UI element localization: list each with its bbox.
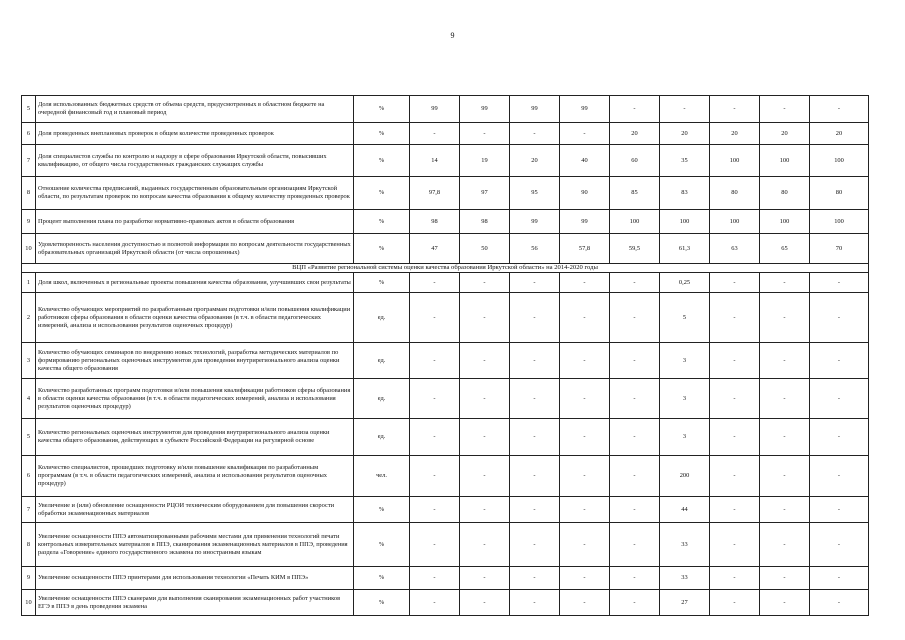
- value-cell: -: [710, 273, 760, 293]
- row-number: 1: [22, 273, 36, 293]
- value-cell: -: [760, 96, 810, 123]
- value-cell: 3: [660, 419, 710, 456]
- value-cell: -: [560, 293, 610, 343]
- value-cell: -: [560, 419, 610, 456]
- value-cell: -: [560, 273, 610, 293]
- value-cell: -: [460, 123, 510, 145]
- unit-cell: %: [354, 177, 410, 210]
- value-cell: -: [510, 379, 560, 419]
- value-cell: 95: [510, 177, 560, 210]
- value-cell: -: [760, 523, 810, 567]
- value-cell: -: [610, 419, 660, 456]
- value-cell: -: [610, 273, 660, 293]
- row-number: 5: [22, 419, 36, 456]
- table-row: [22, 419, 869, 456]
- value-cell: -: [510, 456, 560, 497]
- unit-cell: %: [354, 497, 410, 523]
- value-cell: -: [810, 497, 869, 523]
- unit-cell: %: [354, 567, 410, 590]
- value-cell: -: [610, 293, 660, 343]
- value-cell: 33: [660, 523, 710, 567]
- indicator-name: Количество обучающих мероприятий по разработанным программам подготовки и/или повышения квалификации работников сферы образования в области оценки качества образования (в т.ч. в области педагогических измерений, анализа и использования результатов оценочных процедур): [36, 293, 354, 343]
- value-cell: -: [760, 343, 810, 379]
- value-cell: 100: [710, 145, 760, 177]
- value-cell: 0,25: [660, 273, 710, 293]
- row-number: 8: [22, 523, 36, 567]
- value-cell: -: [560, 379, 610, 419]
- unit-cell: %: [354, 145, 410, 177]
- value-cell: 27: [660, 590, 710, 616]
- table-row: [22, 497, 869, 523]
- row-number: 10: [22, 234, 36, 264]
- value-cell: -: [610, 343, 660, 379]
- value-cell: -: [610, 456, 660, 497]
- unit-cell: чел.: [354, 456, 410, 497]
- value-cell: -: [710, 419, 760, 456]
- value-cell: -: [410, 379, 460, 419]
- value-cell: 99: [460, 96, 510, 123]
- value-cell: -: [410, 456, 460, 497]
- value-cell: -: [760, 419, 810, 456]
- value-cell: -: [810, 293, 869, 343]
- value-cell: 80: [810, 177, 869, 210]
- value-cell: 19: [460, 145, 510, 177]
- value-cell: 99: [410, 96, 460, 123]
- value-cell: 85: [610, 177, 660, 210]
- unit-cell: ед.: [354, 293, 410, 343]
- row-number: 5: [22, 96, 36, 123]
- value-cell: -: [510, 343, 560, 379]
- value-cell: -: [410, 293, 460, 343]
- value-cell: 100: [710, 210, 760, 234]
- value-cell: -: [410, 590, 460, 616]
- value-cell: 100: [810, 210, 869, 234]
- value-cell: 63: [710, 234, 760, 264]
- value-cell: -: [810, 343, 869, 379]
- indicator-name: Отношение количества предписаний, выданных государственным образовательным организациям Иркутской области, по результатам проверок по вопросам качества образования к общему количеству проведенных проверок: [36, 177, 354, 210]
- value-cell: -: [460, 497, 510, 523]
- value-cell: 56: [510, 234, 560, 264]
- value-cell: -: [410, 523, 460, 567]
- value-cell: 99: [510, 96, 560, 123]
- value-cell: -: [510, 523, 560, 567]
- row-number: 2: [22, 293, 36, 343]
- value-cell: -: [410, 419, 460, 456]
- unit-cell: %: [354, 210, 410, 234]
- unit-cell: %: [354, 96, 410, 123]
- value-cell: -: [510, 497, 560, 523]
- value-cell: 20: [660, 123, 710, 145]
- indicator-name: Увеличение оснащенности ППЭ принтерами для использования технологии «Печать КИМ в ППЭ»: [36, 567, 354, 590]
- value-cell: -: [760, 590, 810, 616]
- value-cell: 97,8: [410, 177, 460, 210]
- value-cell: -: [810, 96, 869, 123]
- value-cell: -: [510, 567, 560, 590]
- value-cell: 3: [660, 379, 710, 419]
- table-row: [22, 177, 869, 210]
- row-number: 9: [22, 567, 36, 590]
- value-cell: -: [710, 523, 760, 567]
- value-cell: -: [810, 567, 869, 590]
- unit-cell: %: [354, 234, 410, 264]
- value-cell: 100: [760, 145, 810, 177]
- value-cell: 44: [660, 497, 710, 523]
- value-cell: -: [810, 419, 869, 456]
- value-cell: 90: [560, 177, 610, 210]
- table-row: [22, 210, 869, 234]
- value-cell: 20: [710, 123, 760, 145]
- row-number: 8: [22, 177, 36, 210]
- value-cell: 3: [660, 343, 710, 379]
- value-cell: -: [710, 497, 760, 523]
- value-cell: -: [560, 590, 610, 616]
- row-number: 6: [22, 456, 36, 497]
- value-cell: 5: [660, 293, 710, 343]
- row-number: 6: [22, 123, 36, 145]
- value-cell: 57,8: [560, 234, 610, 264]
- table-row: [22, 567, 869, 590]
- value-cell: -: [610, 567, 660, 590]
- row-number: 10: [22, 590, 36, 616]
- value-cell: -: [660, 96, 710, 123]
- value-cell: 98: [460, 210, 510, 234]
- indicator-name: Процент выполнения плана по разработке нормативно-правовых актов в области образования: [36, 210, 354, 234]
- value-cell: -: [710, 590, 760, 616]
- indicator-name: Увеличение оснащенности ППЭ автоматизированными рабочими местами для применения технологий печати контрольных измерительных материалов в ППЭ, сканирования экзаменационных материалов в ППЭ, проведения раздела «Говорение» единого государственного экзамена по иностранным языкам: [36, 523, 354, 567]
- table-row: [22, 145, 869, 177]
- row-number: 7: [22, 497, 36, 523]
- row-number: 7: [22, 145, 36, 177]
- section-header-row: [22, 264, 869, 273]
- value-cell: 59,5: [610, 234, 660, 264]
- value-cell: -: [510, 293, 560, 343]
- value-cell: 100: [660, 210, 710, 234]
- value-cell: 80: [760, 177, 810, 210]
- value-cell: -: [710, 456, 760, 497]
- indicator-name: Увеличение оснащенности ППЭ сканерами для выполнения сканирования экзаменационных работ участников ЕГЭ в ППЭ в день проведения экзамена: [36, 590, 354, 616]
- value-cell: -: [710, 343, 760, 379]
- value-cell: 33: [660, 567, 710, 590]
- value-cell: -: [460, 590, 510, 616]
- value-cell: 83: [660, 177, 710, 210]
- value-cell: -: [510, 419, 560, 456]
- value-cell: -: [560, 456, 610, 497]
- value-cell: -: [560, 497, 610, 523]
- table-row: [22, 379, 869, 419]
- value-cell: -: [560, 523, 610, 567]
- value-cell: 65: [760, 234, 810, 264]
- table-row: [22, 523, 869, 567]
- value-cell: 35: [660, 145, 710, 177]
- value-cell: -: [460, 343, 510, 379]
- value-cell: 50: [460, 234, 510, 264]
- value-cell: -: [710, 379, 760, 419]
- value-cell: -: [710, 567, 760, 590]
- value-cell: -: [460, 567, 510, 590]
- value-cell: -: [560, 343, 610, 379]
- indicator-name: Удовлетворенность населения доступностью и полнотой информации по вопросам деятельности государственных образовательных организаций Иркутской области (от числа опрошенных): [36, 234, 354, 264]
- section-title: ВЦП «Развитие региональной системы оценки качества образования Иркутской области» на 2014-2020 годы: [22, 264, 869, 273]
- table-row: [22, 123, 869, 145]
- indicator-name: Доля школ, включенных в региональные проекты повышения качества образования, улучшивших свои результаты: [36, 273, 354, 293]
- value-cell: -: [610, 523, 660, 567]
- value-cell: 40: [560, 145, 610, 177]
- value-cell: -: [410, 497, 460, 523]
- value-cell: -: [610, 379, 660, 419]
- value-cell: 60: [610, 145, 660, 177]
- row-number: 4: [22, 379, 36, 419]
- value-cell: 20: [760, 123, 810, 145]
- value-cell: 99: [560, 96, 610, 123]
- value-cell: 70: [810, 234, 869, 264]
- page-number: 9: [450, 31, 455, 40]
- value-cell: 14: [410, 145, 460, 177]
- value-cell: -: [710, 96, 760, 123]
- value-cell: -: [460, 293, 510, 343]
- unit-cell: %: [354, 523, 410, 567]
- value-cell: -: [810, 523, 869, 567]
- value-cell: -: [410, 273, 460, 293]
- value-cell: -: [810, 456, 869, 497]
- value-cell: -: [460, 419, 510, 456]
- unit-cell: %: [354, 123, 410, 145]
- value-cell: -: [510, 590, 560, 616]
- table-row: [22, 343, 869, 379]
- value-cell: -: [510, 273, 560, 293]
- value-cell: -: [460, 523, 510, 567]
- value-cell: -: [410, 123, 460, 145]
- value-cell: 47: [410, 234, 460, 264]
- row-number: 3: [22, 343, 36, 379]
- value-cell: -: [410, 343, 460, 379]
- indicator-name: Количество региональных оценочных инструментов для проведения внутрирегионального анализа оценки качества общего образования, действующих в субъекте Российской Федерации на регулярной основе: [36, 419, 354, 456]
- value-cell: -: [760, 273, 810, 293]
- unit-cell: %: [354, 273, 410, 293]
- value-cell: 200: [660, 456, 710, 497]
- value-cell: 20: [510, 145, 560, 177]
- table-row: [22, 234, 869, 264]
- value-cell: 100: [610, 210, 660, 234]
- value-cell: -: [560, 567, 610, 590]
- indicator-name: Количество разработанных программ подготовки и/или повышения квалификации работников сферы образования в области оценки качества образования (в т.ч. в области педагогических измерений, анализа и использования результатов оценочных процедур): [36, 379, 354, 419]
- value-cell: -: [710, 293, 760, 343]
- unit-cell: %: [354, 590, 410, 616]
- value-cell: -: [760, 567, 810, 590]
- indicator-name: Количество специалистов, прошедших подготовку и/или повышение квалификации по разработанным программам (в т.ч. в области педагогических измерений, анализа и использования результатов оценочных процедур): [36, 456, 354, 497]
- indicator-name: Доля использованных бюджетных средств от объема средств, предусмотренных в областном бюджете на очередной финансовый год и плановый период: [36, 96, 354, 123]
- value-cell: -: [810, 379, 869, 419]
- value-cell: -: [460, 273, 510, 293]
- value-cell: 100: [760, 210, 810, 234]
- indicator-name: Доля проведенных внеплановых проверок в общем количестве проведенных проверок: [36, 123, 354, 145]
- value-cell: 98: [410, 210, 460, 234]
- value-cell: 20: [810, 123, 869, 145]
- value-cell: -: [610, 497, 660, 523]
- value-cell: -: [460, 379, 510, 419]
- table-row: [22, 590, 869, 616]
- value-cell: -: [560, 123, 610, 145]
- unit-cell: ед.: [354, 379, 410, 419]
- table-row: [22, 293, 869, 343]
- value-cell: -: [760, 293, 810, 343]
- indicator-name: Количество обучающих семинаров по внедрению новых технологий, разработка методических материалов по формированию региональных оценочных инструментов для проведения внутрирегионального анализа оценки качества общего образования: [36, 343, 354, 379]
- value-cell: -: [810, 273, 869, 293]
- value-cell: 61,3: [660, 234, 710, 264]
- value-cell: -: [510, 123, 560, 145]
- indicator-name: Увеличение и (или) обновление оснащенности РЦОИ техническим оборудованием для повышения скорости обработки экзаменационных материалов: [36, 497, 354, 523]
- value-cell: -: [610, 590, 660, 616]
- unit-cell: ед.: [354, 419, 410, 456]
- value-cell: -: [410, 567, 460, 590]
- value-cell: 20: [610, 123, 660, 145]
- unit-cell: ед.: [354, 343, 410, 379]
- table-row: [22, 96, 869, 123]
- value-cell: -: [760, 379, 810, 419]
- table-row: [22, 456, 869, 497]
- value-cell: 80: [710, 177, 760, 210]
- value-cell: -: [610, 96, 660, 123]
- value-cell: 99: [510, 210, 560, 234]
- indicator-name: Доля специалистов службы по контролю и надзору в сфере образования Иркутской области, повысивших квалификацию, от общего числа государственных гражданских служащих службы: [36, 145, 354, 177]
- value-cell: -: [460, 456, 510, 497]
- row-number: 9: [22, 210, 36, 234]
- table-row: [22, 273, 869, 293]
- value-cell: 100: [810, 145, 869, 177]
- value-cell: 99: [560, 210, 610, 234]
- value-cell: -: [760, 497, 810, 523]
- indicators-table: [21, 95, 869, 616]
- value-cell: 97: [460, 177, 510, 210]
- value-cell: -: [760, 456, 810, 497]
- value-cell: -: [810, 590, 869, 616]
